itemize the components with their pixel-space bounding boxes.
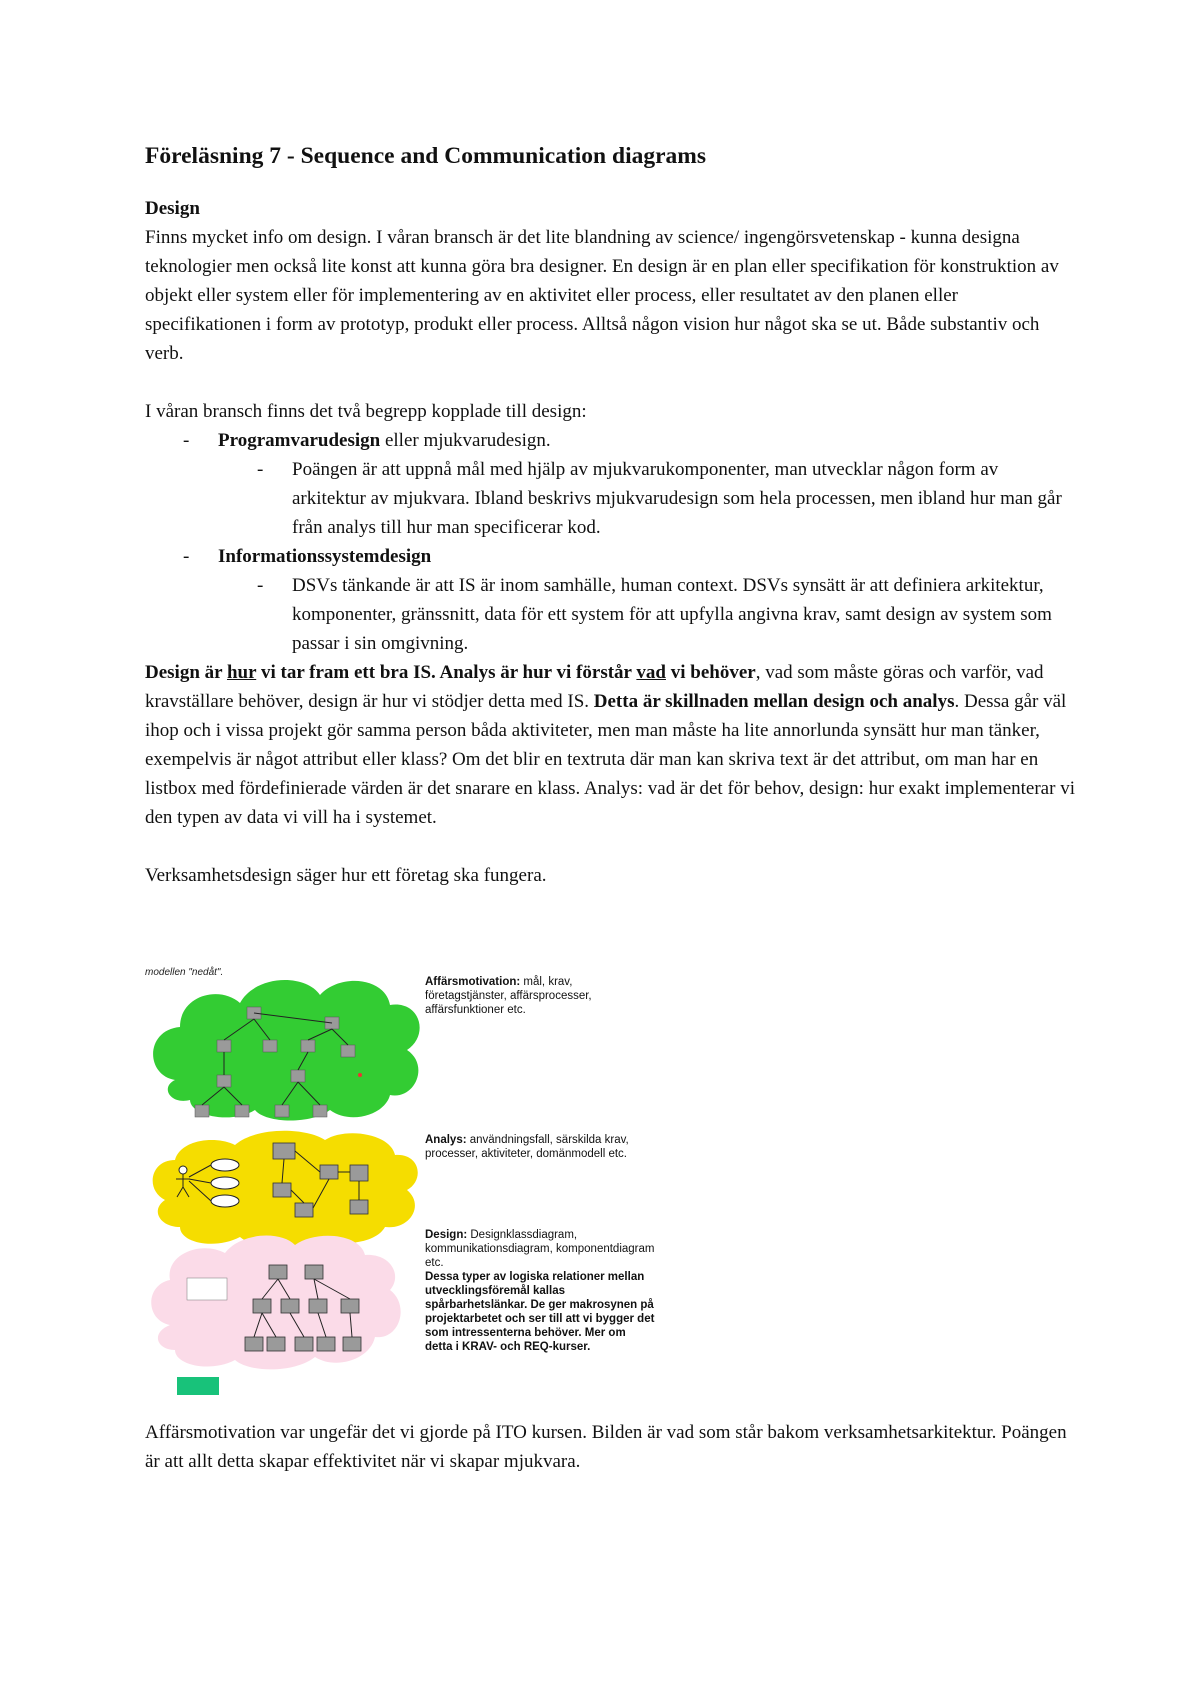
sub-item-informationssystemdesign: - DSVs tänkande är att IS är inom samhälle, human context. DSVs synsätt är att definiera arkitektur, komponenter, gränssnitt, data för ett system för att upfylla angivna krav, samt design av system som passar i sin omgivning. [257, 575, 1052, 654]
figure-text-analys: Analys: användningsfall, särskilda krav, processer, aktiviteter, domänmodell etc. [425, 1134, 629, 1160]
list-item-programvarudesign: - Programvarudesign eller mjukvarudesign. [183, 430, 551, 451]
teal-block [177, 1377, 219, 1395]
figure-corner-label: modellen "nedåt". [145, 967, 224, 978]
list-item-informationssystemdesign: - Informationssystemdesign [183, 546, 432, 567]
sub-item-programvarudesign: - Poängen är att uppnå mål med hjälp av mjukvarukomponenter, man utvecklar någon form av arkitektur av mjukvara. Ibland beskrivs mjukvarudesign som hela processen, men ibland hur man går från analys till hur man specificerar kod. [257, 459, 1062, 538]
figure-text-affarsmotivation: Affärsmotivation: mål, krav, företagstjänster, affärsprocesser, affärsfunktioner etc. [425, 976, 592, 1016]
concept-list [145, 426, 1075, 658]
page-title: Föreläsning 7 - Sequence and Communication diagrams [145, 143, 706, 169]
analysis-cloud [153, 1131, 418, 1248]
design-paragraph: Finns mycket info om design. I våran bransch är det lite blandning av science/ ingengörsvetenskap - kunna designa teknologier men också lite konst att kunna göra bra designer. En design är en plan eller specifikation för konstruktion av objekt eller system eller för implementering av en aktivitet eller process, eller resultatet av den planen eller specifikationen i form av prototyp, produkt eller process. Alltså någon vision hur något ska se ut. Både substantiv och verb. [145, 227, 1059, 364]
term-programvarudesign: Programvarudesign [218, 430, 381, 451]
closing-paragraph: Affärsmotivation var ungefär det vi gjorde på ITO kursen. Bilden är vad som står bakom verksamhetsarkitektur. Poängen är att allt detta skapar effektivitet när vi skapar mjukvara. [145, 1422, 1067, 1472]
design-vs-analysis-paragraph: Design är hur vi tar fram ett bra IS. Analys är hur vi förstår vad vi behöver, vad som måste göras och varför, vad kravställare behöver, design är hur vi stödjer detta med IS. Detta är skillnaden mellan design och analys. Dessa går väl ihop och i vissa projekt gör samma person båda aktiviteter, men man måste ha lite annorlunda synsätt hur man tänker, exempelvis är något attribut eller klass? Om det blir en textruta där man kan skriva text är det attribut, om man har en listbox med fördefinierade värden är det snarare en klass. Analys: vad är det för behov, design: hur exakt implementerar vi den typen av data vi vill ha i systemet. [145, 662, 1075, 828]
document-body [145, 140, 1075, 890]
design-cloud [151, 1236, 400, 1370]
business-cloud [153, 980, 420, 1120]
section-heading-design: Design [145, 198, 200, 219]
design-intro: I våran bransch finns det två begrepp kopplade till design: [145, 401, 587, 422]
term-informationssystemdesign: Informationssystemdesign [218, 546, 432, 567]
figure-text-design: Design: Designklassdiagram, kommunikationsdiagram, komponentdiagram etc. Dessa typer av logiska relationer mellan utvecklingsföremål kallas spårbarhetslänkar. De ger makrosynen på projektarbetet och ser till att vi bygger det som intressenterna behöver. Mer om detta i KRAV- och REQ-kurser. [425, 1229, 655, 1353]
verksamhet-paragraph: Verksamhetsdesign säger hur ett företag ska fungera. [145, 865, 547, 886]
